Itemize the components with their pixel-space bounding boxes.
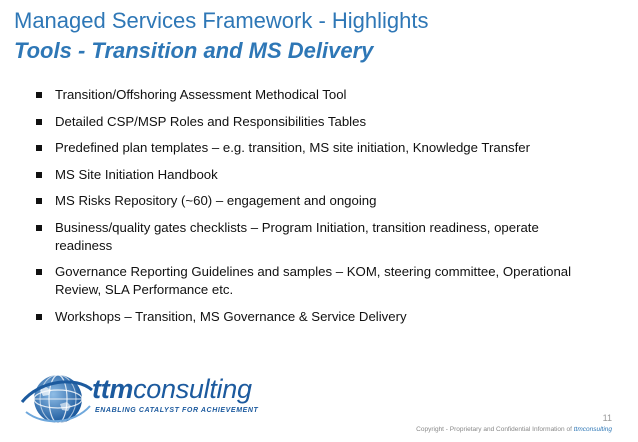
bullet-item bbox=[36, 86, 626, 104]
bullet-text: Predefined plan templates – e.g. transition, MS site initiation, Knowledge Transfer bbox=[55, 140, 531, 155]
globe-icon bbox=[20, 368, 94, 430]
bullet-list bbox=[36, 86, 626, 334]
slide-subtitle: Tools - Transition and MS Delivery bbox=[14, 38, 374, 63]
bullet-square-icon bbox=[36, 145, 42, 151]
bullet-item bbox=[36, 166, 626, 184]
bullet-square-icon bbox=[36, 119, 42, 125]
bullet-text: Transition/Offshoring Assessment Methodical Tool bbox=[55, 87, 347, 102]
logo-tagline: ENABLING CATALYST FOR ACHIEVEMENT bbox=[95, 407, 259, 414]
bullet-square-icon bbox=[36, 225, 42, 231]
company-logo bbox=[20, 368, 259, 430]
slide-title: Managed Services Framework - Highlights bbox=[14, 8, 429, 33]
bullet-square-icon bbox=[36, 198, 42, 204]
bullet-item bbox=[36, 219, 626, 255]
bullet-item bbox=[36, 139, 626, 157]
bullet-text: Detailed CSP/MSP Roles and Responsibilities Tables bbox=[55, 113, 367, 129]
bullet-item bbox=[36, 263, 626, 299]
logo-wordmark: ttmconsulting bbox=[92, 374, 252, 404]
bullet-square-icon bbox=[36, 172, 42, 178]
bullet-text: Business/quality gates checklists – Program Initiation, transition readiness, operate readiness bbox=[55, 219, 539, 253]
bullet-text: MS Risks Repository (~60) – engagement and ongoing bbox=[55, 193, 377, 208]
bullet-square-icon bbox=[36, 269, 42, 275]
page-number: 11 bbox=[602, 413, 612, 423]
bullet-item bbox=[36, 192, 626, 210]
bullet-text: Governance Reporting Guidelines and samples – KOM, steering committee, Operational Review, SLA Performance etc. bbox=[55, 264, 572, 297]
bullet-square-icon bbox=[36, 92, 42, 98]
bullet-item bbox=[36, 113, 626, 131]
bullet-text: Workshops – Transition, MS Governance & Service Delivery bbox=[55, 308, 407, 324]
bullet-item bbox=[36, 308, 626, 326]
bullet-square-icon bbox=[36, 314, 42, 320]
copyright-notice: Copyright - Proprietary and Confidential Information of ttmconsulting bbox=[416, 426, 612, 433]
bullet-text: MS Site Initiation Handbook bbox=[55, 166, 218, 182]
